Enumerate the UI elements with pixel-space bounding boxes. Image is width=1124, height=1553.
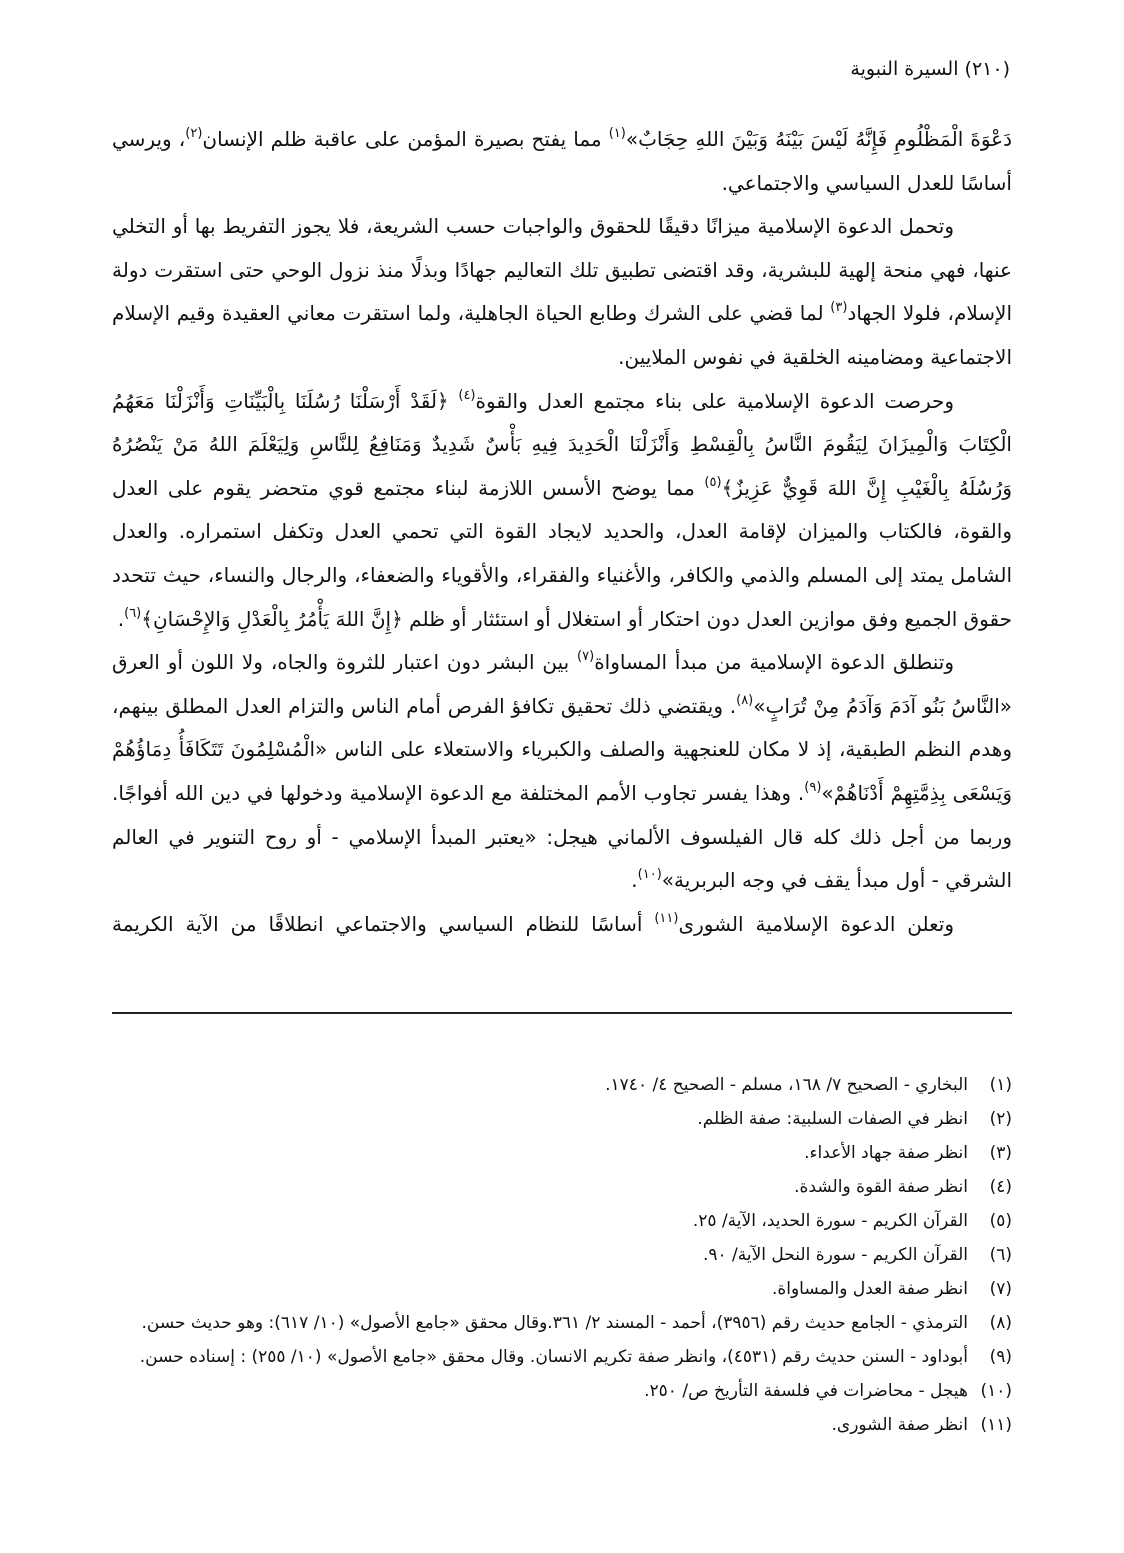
footnote-number: (٣)	[989, 1143, 1012, 1163]
footnote	[108, 1272, 1012, 1306]
footnote-ref[interactable]: (١)	[608, 126, 626, 141]
footnote-ref[interactable]: (١٠)	[637, 867, 662, 883]
footnote-text: القرآن الكريم - سورة الحديد، الآية/ ٢٥.	[692, 1211, 968, 1231]
footnote	[108, 1204, 1012, 1238]
footnote	[108, 1136, 1012, 1170]
footnote-number: (٨)	[989, 1313, 1012, 1333]
text-segment: .	[631, 868, 638, 893]
text-segment: وتحمل الدعوة الإسلامية ميزانًا دقيقًا للحقوق والواجبات حسب الشريعة، فلا يجوز التفريط بها أو التخلي عنها، فهي منحة إلهية للبشرية، وقد اقتضى تطبيق تلك التعاليم جهادًا وبذلًا منذ نزول الوحي حتى استقرت دولة الإسلام، فلولا الجهاد	[112, 214, 1013, 326]
text-segment: دَعْوَةَ الْمَظْلُومِ فَإِنَّهُ لَيْسَ بَيْنَهُ وَبَيْنَ اللهِ حِجَابٌ»	[625, 127, 1013, 151]
footnote-text: انظر صفة القوة والشدة.	[794, 1177, 968, 1197]
footnote-ref[interactable]: (٤)	[458, 387, 476, 403]
paragraph	[112, 380, 1012, 642]
footnote-number: (٩)	[989, 1347, 1012, 1367]
quran-verse: ﴿لَقَدْ أَرْسَلْنَا رُسُلَنَا بِالْبَيِّنَاتِ وَأَنْزَلْنَا مَعَهُمُ الْكِتَابَ وَالْمِيزَانَ لِيَقُومَ النَّاسُ بِالْقِسْطِ وَأَنْزَلْنَا الْحَدِيدَ فِيهِ بَأْسٌ شَدِيدٌ وَمَنَافِعُ لِلنَّاسِ وَلِيَعْلَمَ اللهُ مَنْ يَنْصُرُهُ وَرُسُلَهُ بِالْغَيْبِ إِنَّ اللهَ قَوِيٌّ عَزِيزٌ﴾	[112, 388, 1012, 500]
footnote	[108, 1408, 1012, 1442]
footnote-text: البخاري - الصحيح ٧/ ١٦٨، مسلم - الصحيح ٤/ ١٧٤٠.	[605, 1075, 968, 1095]
footnote-ref[interactable]: (٣)	[830, 300, 848, 316]
footnote-text: انظر صفة جهاد الأعداء.	[804, 1143, 968, 1163]
footnote	[108, 1374, 1012, 1408]
footnote-text: الترمذي - الجامع حديث رقم (٣٩٥٦)، أحمد - المسند ٢/ ٣٦١.وقال محقق «جامع الأصول» (١٠/ ٦١٧): وهو حديث حسن.	[141, 1313, 968, 1333]
footnote-text: القرآن الكريم - سورة النحل الآية/ ٩٠.	[702, 1245, 968, 1265]
text-segment: مما يوضح الأسس اللازمة لبناء مجتمع قوي متحضر يقوم على العدل والقوة، فالكتاب والميزان لإقامة العدل، والحديد لايجاد القوة التي تحمي العدل وتكفل استمراره. والعدل الشامل يمتد إلى المسلم والذمي والكافر، والأغنياء والفقراء، والأقوياء والضعفاء، والرجال والنساء، حيث تتحدد حقوق الجميع وفق موازين العدل دون احتكار أو استغلال أو استئثار أو ظلم ﴿إِنَّ اللهَ يَأْمُرُ بِالْعَدْلِ وَالإِحْسَانِ﴾	[112, 475, 1012, 631]
footnote	[108, 1306, 1012, 1340]
text-segment: وتنطلق الدعوة الإسلامية من مبدأ المساواة	[594, 650, 954, 675]
footnote-ref[interactable]: (١١)	[654, 910, 679, 926]
footnote-divider	[112, 1012, 1012, 1014]
footnote-ref[interactable]: (٧)	[577, 649, 595, 665]
footnote	[108, 1340, 1012, 1374]
footnote-ref[interactable]: (٨)	[736, 692, 754, 708]
footnote-text: انظر صفة العدل والمساواة.	[771, 1279, 968, 1299]
footnote-ref[interactable]: (٥)	[704, 474, 722, 490]
text-segment: مما يفتح بصيرة المؤمن على عاقبة ظلم الإنسان	[202, 127, 609, 151]
footnote	[108, 1102, 1012, 1136]
footnotes	[108, 1068, 1012, 1442]
footnote-text: انظر في الصفات السلبية: صفة الظلم.	[697, 1109, 968, 1129]
paragraph	[112, 903, 1012, 947]
footnote	[108, 1170, 1012, 1204]
footnote-number: (٦)	[989, 1245, 1012, 1265]
paragraph	[112, 118, 1012, 205]
paragraph	[112, 205, 1012, 379]
text-segment: ، ويرسي أساسًا للعدل السياسي والاجتماعي.	[112, 127, 1012, 195]
footnote-ref[interactable]: (٩)	[804, 779, 822, 795]
footnote	[108, 1068, 1012, 1102]
page-number: (٢١٠)	[964, 58, 1010, 80]
footnote-number: (١٠)	[980, 1381, 1012, 1401]
text-segment: وتعلن الدعوة الإسلامية الشورى	[678, 911, 955, 936]
footnote-number: (١)	[989, 1075, 1012, 1095]
text-segment: أساسًا للنظام السياسي والاجتماعي انطلاقًا من الآية الكريمة	[112, 911, 655, 936]
footnote-number: (٧)	[989, 1279, 1012, 1299]
text-segment: . ويقتضي ذلك تحقيق تكافؤ الفرص أمام الناس والتزام العدل المطلق بينهم، وهدم النظم الطبقية، إذ لا مكان للعنجهية والصلف والكبرياء والاستعلاء على الناس «الْمُسْلِمُونَ تَتَكَافَأُ دِمَاؤُهُمْ وَيَسْعَى بِذِمَّتِهِمْ أَدْنَاهُمْ»	[112, 693, 1012, 805]
text-segment: . وهذا يفسر تجاوب الأمم المختلفة مع الدعوة الإسلامية ودخولها في دين الله أفواجًا. وربما من أجل ذلك كله قال الفيلسوف الألماني هيجل: «يعتبر المبدأ الإسلامي - أو روح التنوير في العالم الشرقي - أول مبدأ يقف في وجه البربرية»	[112, 780, 1012, 893]
text-segment: وحرصت الدعوة الإسلامية على بناء مجتمع العدل والقوة	[475, 388, 955, 413]
book-title: السيرة النبوية	[850, 58, 959, 80]
paragraph	[112, 641, 1012, 903]
text-segment: لما قضي على الشرك وطابع الحياة الجاهلية، ولما استقرت معاني العقيدة وقيم الإسلام الاجتماعية ومضامينه الخلقية في نفوس الملايين.	[112, 301, 1012, 369]
footnote-text: انظر صفة الشورى.	[831, 1415, 968, 1435]
footnote-number: (٤)	[989, 1177, 1012, 1197]
body-text	[112, 118, 1012, 946]
text-segment: بين البشر دون اعتبار للثروة والجاه، ولا اللون أو العرق «النَّاسُ بَنُو آدَمَ وَآدَمُ مِنْ تُرَابٍ»	[112, 650, 1012, 718]
text-segment: .	[117, 606, 125, 631]
footnote-ref[interactable]: (٦)	[124, 605, 142, 621]
running-header	[850, 58, 1010, 80]
footnote-number: (٥)	[989, 1211, 1012, 1231]
footnote-text: هيجل - محاضرات في فلسفة التأريخ ص/ ٢٥٠.	[644, 1381, 968, 1401]
footnote-number: (٢)	[989, 1109, 1012, 1129]
footnote-text: أبوداود - السنن حديث رقم (٤٥٣١)، وانظر صفة تكريم الانسان. وقال محقق «جامع الأصول» (١٠/ ٢٥٥) : إسناده حسن.	[139, 1347, 968, 1367]
footnote-number: (١١)	[980, 1415, 1012, 1435]
footnote-ref[interactable]: (٢)	[185, 126, 203, 141]
footnote	[108, 1238, 1012, 1272]
